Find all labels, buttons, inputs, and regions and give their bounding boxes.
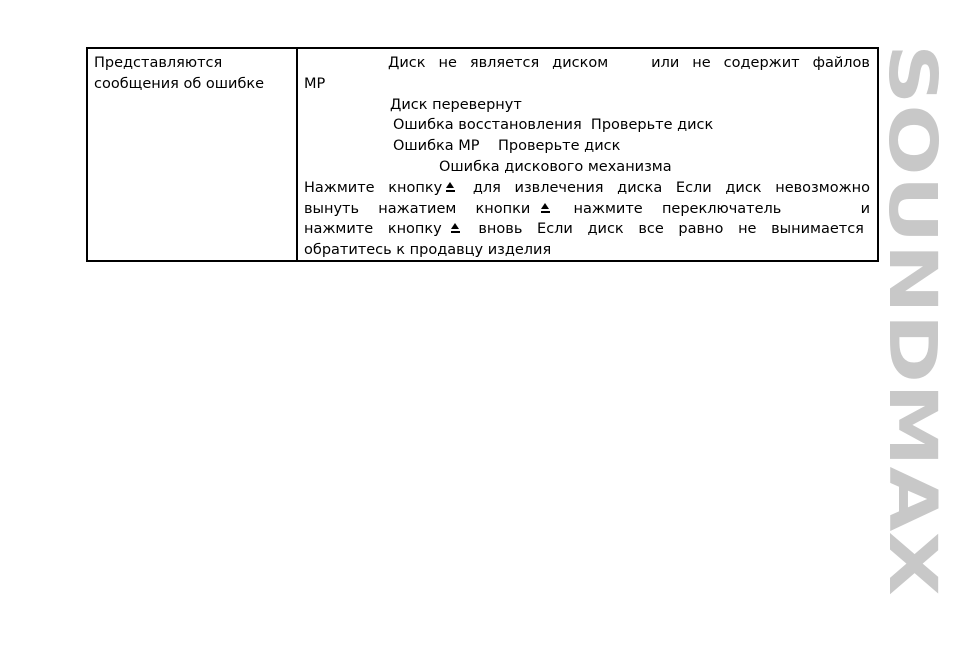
remedy-word: кнопку — [388, 179, 443, 196]
symptom-cell — [88, 49, 298, 260]
remedy-line-7 — [304, 178, 870, 199]
remedy-word: вынуть — [304, 200, 360, 217]
remedy-word: файлов — [812, 55, 870, 71]
remedy-line-4: Ошибка восстановления Проверьте диск — [393, 117, 714, 134]
remedy-word: вынимается — [771, 221, 864, 238]
remedy-word: или — [651, 55, 680, 71]
remedy-word: не — [692, 55, 711, 71]
remedy-word: диск — [587, 221, 624, 238]
remedy-word: диском — [552, 55, 609, 71]
remedy-word: является — [469, 55, 540, 71]
eject-icon — [445, 182, 456, 193]
remedy-word: кнопку — [387, 221, 442, 238]
remedy-word: вновь — [478, 221, 523, 238]
remedy-line-9 — [304, 219, 870, 240]
remedy-word: нажатием — [378, 200, 457, 217]
brand-logo — [874, 40, 951, 600]
remedy-word: и — [860, 200, 870, 217]
remedy-word: кнопки — [475, 200, 531, 217]
remedy-line-3: Диск перевернут — [390, 96, 522, 113]
brand-logo-text: SOUNDMAX — [874, 44, 951, 479]
remedy-word: Если — [537, 221, 573, 238]
remedy-line-10: обратитесь к продавцу изделия — [304, 242, 552, 259]
remedy-word: содержит — [723, 55, 800, 71]
remedy-word: диска — [617, 179, 663, 196]
remedy-line-5: Ошибка МР Проверьте диск — [393, 138, 621, 155]
remedy-word: нажмите — [304, 221, 374, 238]
remedy-word: нажмите — [573, 200, 643, 217]
remedy-line-2: МР — [304, 75, 326, 92]
remedy-word: равно — [678, 221, 724, 238]
symptom-line-2: сообщения об ошибке — [94, 75, 265, 92]
remedy-word: для — [472, 179, 501, 196]
remedy-word: не — [438, 55, 457, 71]
remedy-cell — [298, 49, 877, 260]
remedy-line-1 — [304, 53, 870, 74]
remedy-line-8 — [304, 199, 870, 220]
remedy-word: Диск — [388, 55, 426, 71]
remedy-word: Если — [675, 179, 712, 196]
remedy-word: переключатель — [661, 200, 782, 217]
eject-icon — [540, 203, 551, 214]
remedy-word: невозможно — [775, 179, 870, 196]
symptom-line-1: Представляются — [94, 55, 223, 71]
brand-logo-svg — [874, 40, 951, 600]
troubleshooting-table — [86, 47, 879, 262]
remedy-word: Нажмите — [304, 179, 375, 196]
remedy-line-6: Ошибка дискового механизма — [439, 158, 672, 175]
remedy-word — [476, 199, 555, 220]
remedy-word: извлечения — [514, 179, 604, 196]
remedy-word: не — [738, 221, 757, 238]
remedy-word — [388, 178, 459, 199]
eject-icon — [450, 223, 461, 234]
remedy-word: все — [638, 221, 664, 238]
remedy-word: диск — [725, 179, 762, 196]
remedy-word — [388, 219, 464, 240]
